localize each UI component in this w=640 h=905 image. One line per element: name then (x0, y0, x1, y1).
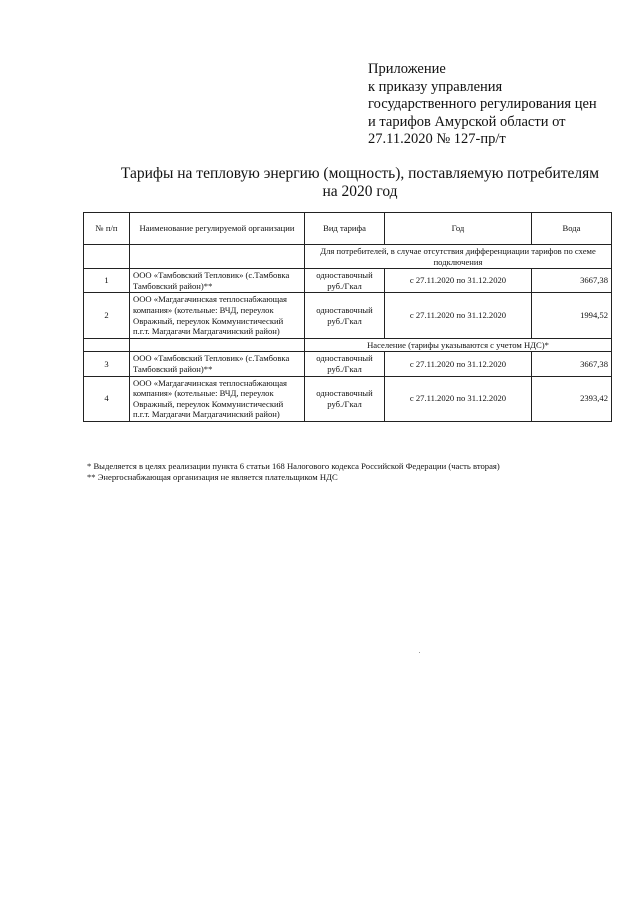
row-value: 3667,38 (532, 269, 612, 293)
appendix-line: и тарифов Амурской области от (368, 113, 566, 130)
header-year: Год (385, 213, 532, 245)
group-row (84, 338, 612, 352)
row-type: одноставочный руб./Гкал (305, 269, 385, 293)
appendix-header (368, 61, 636, 149)
footnote-1: * Выделяется в целях реализации пункта 6 статьи 168 Налогового кодекса Российской Федерации (часть вторая) (87, 461, 500, 471)
row-num: 2 (84, 293, 130, 338)
row-num: 3 (84, 352, 130, 376)
appendix-line: к приказу управления (368, 78, 503, 95)
footnotes (87, 461, 627, 483)
row-period: с 27.11.2020 по 31.12.2020 (385, 269, 532, 293)
group-label: Население (тарифы указываются с учетом НДС)* (305, 338, 612, 352)
header-num: № п/п (84, 213, 130, 245)
row-period: с 27.11.2020 по 31.12.2020 (385, 376, 532, 421)
header-type: Вид тарифа (305, 213, 385, 245)
table-row (84, 376, 612, 421)
table-row (84, 269, 612, 293)
row-value: 1994,52 (532, 293, 612, 338)
row-period: с 27.11.2020 по 31.12.2020 (385, 293, 532, 338)
header-org: Наименование регулируемой организации (130, 213, 305, 245)
row-org: ООО «Тамбовский Тепловик» (с.Тамбовка Тамбовский район)** (130, 352, 305, 376)
table-row (84, 352, 612, 376)
row-num: 4 (84, 376, 130, 421)
title-line-2: на 2020 год (322, 183, 398, 200)
footnote-2: ** Энергоснабжающая организация не является плательщиком НДС (87, 472, 338, 482)
group-spacer (84, 338, 130, 352)
scan-speck (419, 652, 420, 653)
appendix-line: 27.11.2020 № 127-пр/т (368, 131, 506, 147)
group-spacer (84, 245, 130, 269)
row-type: одноставочный руб./Гкал (305, 376, 385, 421)
row-org: ООО «Магдагачинская теплоснабжающая компания» (котельные: ВЧД, переулок Овражный, переулок Коммунистический п.г.т. Магдагачи Магдагачинский район) (130, 293, 305, 338)
row-num: 1 (84, 269, 130, 293)
table-header-row (84, 213, 612, 245)
row-value: 3667,38 (532, 352, 612, 376)
appendix-line: Приложение (368, 61, 446, 77)
header-water: Вода (532, 213, 612, 245)
row-type: одноставочный руб./Гкал (305, 293, 385, 338)
row-org: ООО «Тамбовский Тепловик» (с.Тамбовка Тамбовский район)** (130, 269, 305, 293)
tariff-table (83, 212, 612, 422)
group-spacer (130, 245, 305, 269)
appendix-line: государственного регулирования цен (368, 96, 597, 112)
title-line-1: Тарифы на тепловую энергию (мощность), поставляемую потребителям (120, 165, 600, 182)
row-type: одноставочный руб./Гкал (305, 352, 385, 376)
table-row (84, 293, 612, 338)
document-title (90, 165, 630, 201)
row-period: с 27.11.2020 по 31.12.2020 (385, 352, 532, 376)
group-row (84, 245, 612, 269)
group-spacer (130, 338, 305, 352)
row-org: ООО «Магдагачинская теплоснабжающая компания» (котельные: ВЧД, переулок Овражный, переулок Коммунистический п.г.т. Магдагачи Магдагачинский район) (130, 376, 305, 421)
row-value: 2393,42 (532, 376, 612, 421)
group-label: Для потребителей, в случае отсутствия дифференциации тарифов по схеме подключения (305, 245, 612, 269)
